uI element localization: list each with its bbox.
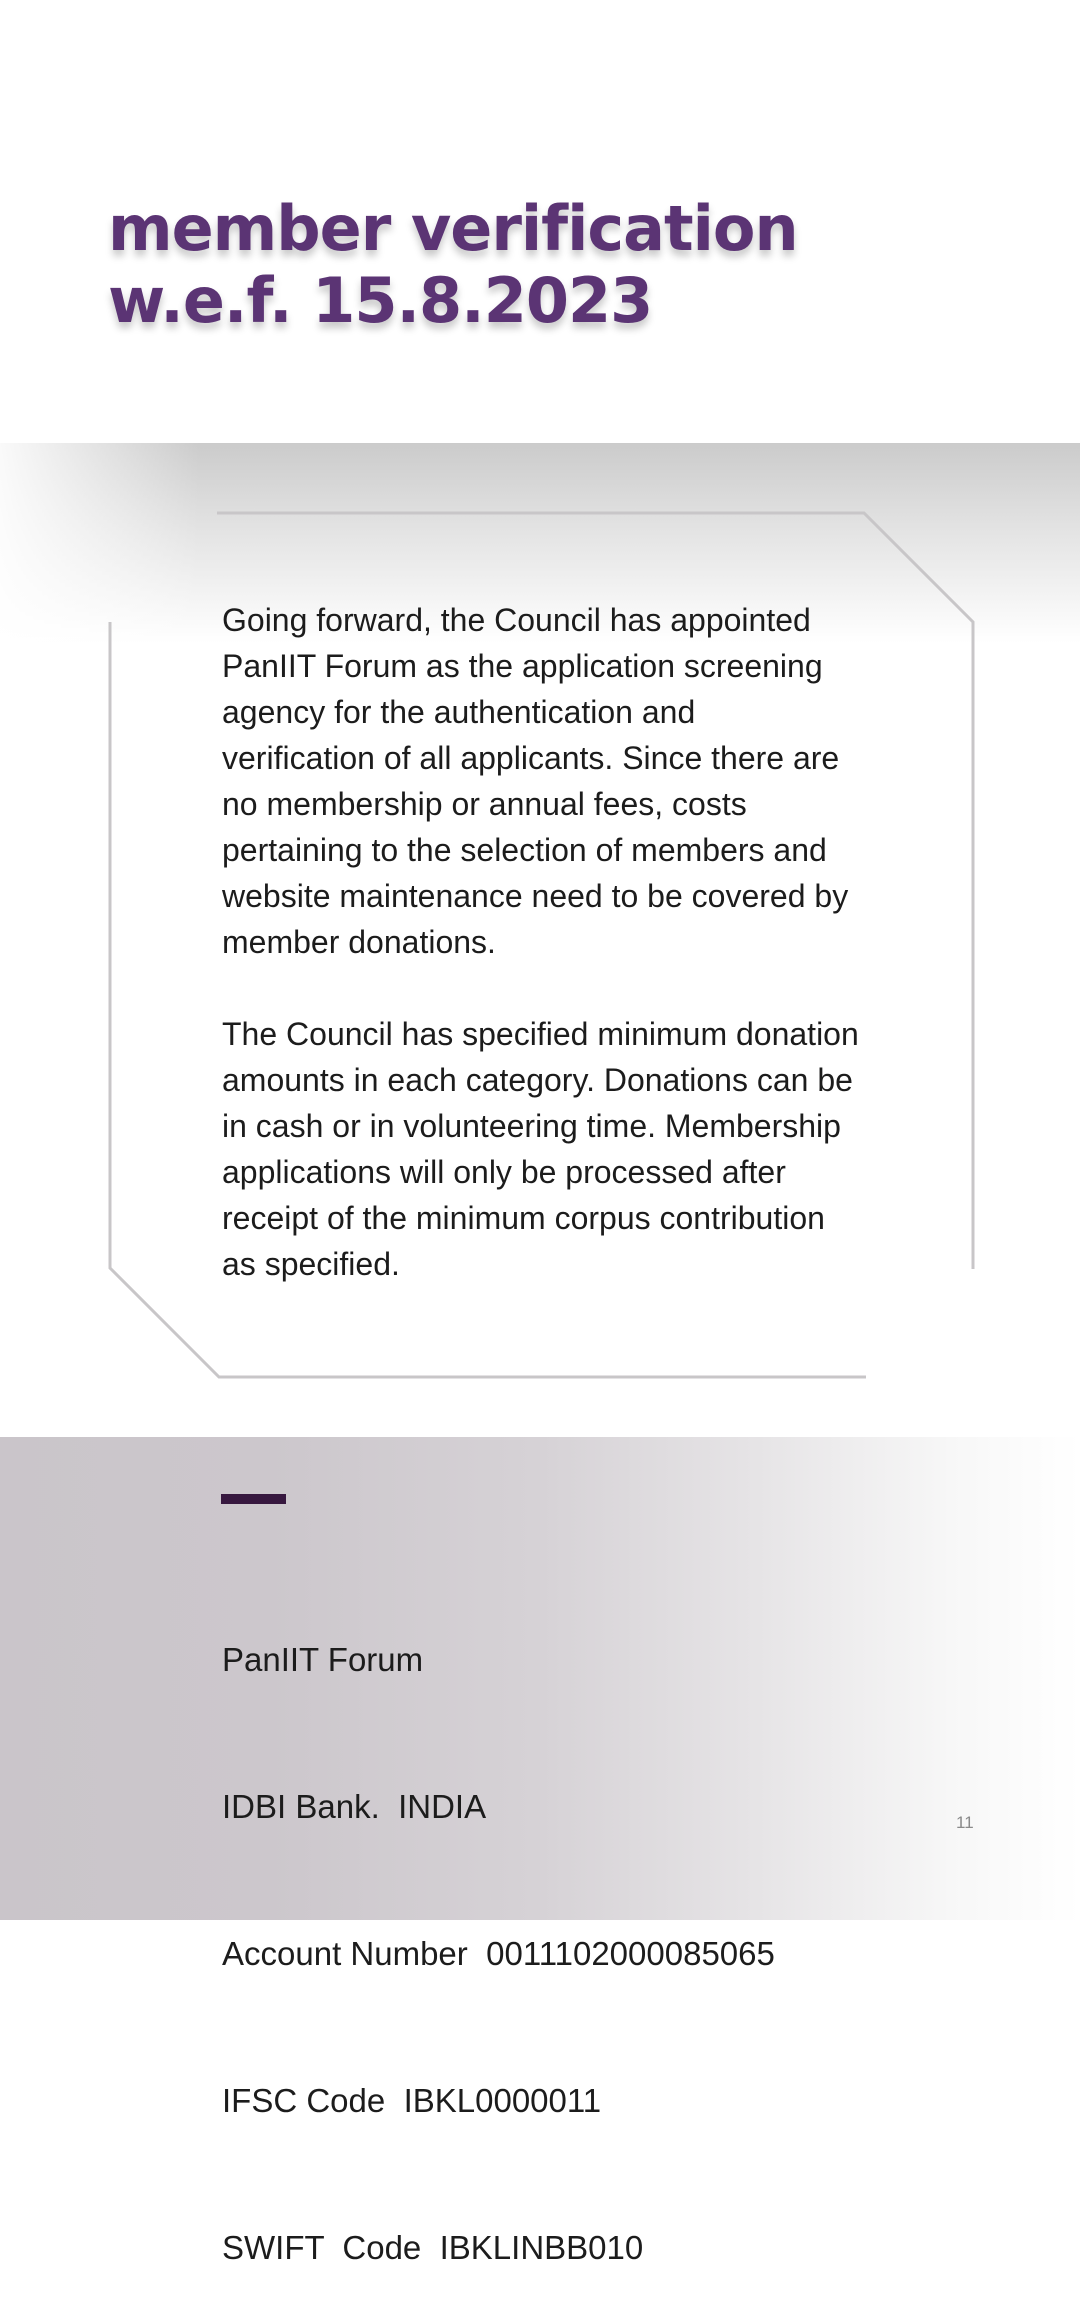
paragraph-line: verification of all applicants. Since there are — [222, 740, 840, 776]
title-line-2: w.e.f. 15.8.2023 — [108, 264, 653, 337]
title-line-1: member verification — [108, 192, 798, 265]
paragraph-line: Going forward, the Council has appointed — [222, 602, 811, 638]
paragraph-line: member donations. — [222, 924, 496, 960]
accent-bar — [221, 1494, 286, 1504]
paragraph-line: no membership or annual fees, costs — [222, 786, 747, 822]
paragraph-line: in cash or in volunteering time. Membership — [222, 1108, 841, 1144]
swift-code: SWIFT Code IBKLINBB010 — [222, 2229, 644, 2266]
bank-details — [222, 1537, 775, 2321]
paragraph-line: receipt of the minimum corpus contribution — [222, 1200, 825, 1236]
paragraph-line: The Council has specified minimum donation — [222, 1016, 859, 1052]
bank-name: IDBI Bank. INDIA — [222, 1788, 487, 1825]
body-text — [222, 597, 922, 1287]
ifsc-code: IFSC Code IBKL0000011 — [222, 2082, 602, 2119]
paragraph-line: PanIIT Forum as the application screening — [222, 648, 823, 684]
paragraph-1 — [222, 597, 922, 965]
paragraph-line: applications will only be processed after — [222, 1154, 786, 1190]
account-name: PanIIT Forum — [222, 1641, 424, 1678]
account-number: Account Number 0011102000085065 — [222, 1935, 775, 1972]
paragraph-line: amounts in each category. Donations can be — [222, 1062, 853, 1098]
paragraph-2 — [222, 1011, 922, 1287]
page-title — [108, 193, 798, 337]
paragraph-line: agency for the authentication and — [222, 694, 696, 730]
page-number: 11 — [956, 1813, 974, 1832]
paragraph-line: as specified. — [222, 1246, 400, 1282]
paragraph-line: pertaining to the selection of members and — [222, 832, 827, 868]
paragraph-line: website maintenance need to be covered by — [222, 878, 849, 914]
